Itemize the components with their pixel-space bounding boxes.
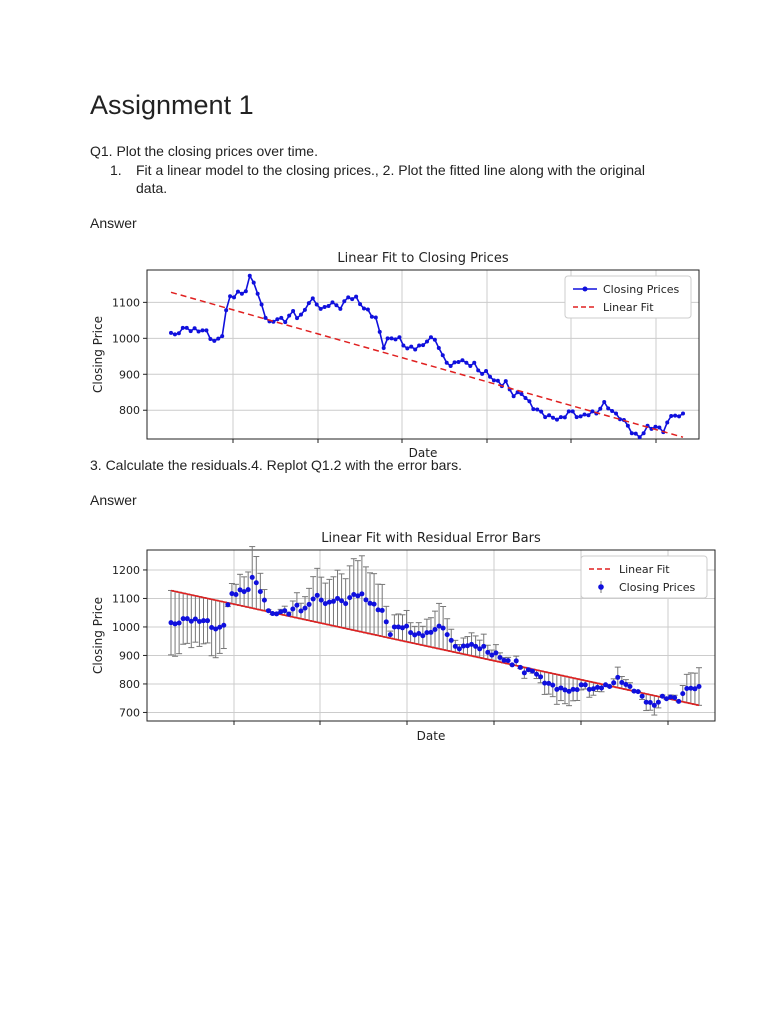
data-point [236,290,240,294]
question-1: Q1. Plot the closing prices over time. [90,143,318,159]
data-point [627,684,632,689]
data-point [291,309,295,313]
answer-label-2: Answer [90,492,137,508]
data-point [197,329,201,333]
data-point [497,655,502,660]
data-point [290,606,295,611]
data-point [437,346,441,350]
data-point [610,409,614,413]
data-point [530,669,535,674]
data-point [527,399,531,403]
data-point [205,618,210,623]
data-point [481,644,486,649]
y-axis-label: Closing Price [91,597,105,674]
data-point [212,339,216,343]
data-point [363,597,368,602]
data-point [421,343,425,347]
data-point [417,344,421,348]
legend-swatch-marker [598,584,604,590]
data-point [665,420,669,424]
data-point [201,328,205,332]
data-point [583,682,588,687]
data-point [346,295,350,299]
data-point [173,332,177,336]
data-point [642,431,646,435]
data-point [538,674,543,679]
data-point [208,337,212,341]
data-point [514,658,519,663]
data-point [386,336,390,340]
data-point [510,662,515,667]
data-point [425,340,429,344]
data-point [445,361,449,365]
data-point [480,372,484,376]
data-point [177,620,182,625]
data-point [583,413,587,417]
data-point [319,307,323,311]
data-point [676,699,681,704]
data-point [457,360,461,364]
linear-fit-chart [0,240,768,460]
data-point [390,336,394,340]
data-point [506,658,511,663]
data-point [258,589,263,594]
data-point [531,407,535,411]
data-point [602,400,606,404]
x-axis-label: Date [408,446,438,460]
data-point [393,337,397,341]
data-point [295,316,299,320]
data-point [384,619,389,624]
legend-swatch-marker [583,287,588,292]
data-point [449,638,454,643]
data-point [630,431,634,435]
data-point [638,435,642,439]
data-point [378,330,382,334]
data-point [220,334,224,338]
list-item-text: Fit a linear model to the closing prices., 2. Plot the fitted line along with the original data. [136,162,645,196]
data-point [429,335,433,339]
y-tick-label: 1200 [112,563,140,577]
data-point [579,414,583,418]
data-point [571,409,575,413]
data-point [397,335,401,339]
data-point [311,597,316,602]
data-point [401,344,405,348]
data-point [640,694,645,699]
data-point [656,700,661,705]
data-point [563,415,567,419]
y-axis-label: Closing Price [91,316,105,393]
data-point [343,601,348,606]
data-point [652,703,657,708]
data-point [657,425,661,429]
data-point [354,295,358,299]
data-point [586,413,590,417]
data-point [493,650,498,655]
data-point [599,685,604,690]
data-point [441,353,445,357]
data-point [404,624,409,629]
chart-title: Linear Fit to Closing Prices [337,251,509,266]
data-point [433,338,437,342]
data-point [224,308,228,312]
data-point [283,320,287,324]
data-point [181,326,185,330]
data-point [485,650,490,655]
data-point [248,274,252,278]
data-point [420,633,425,638]
data-point [472,361,476,365]
data-point [457,646,462,651]
y-tick-label: 800 [119,404,140,418]
data-point [615,675,620,680]
data-point [339,598,344,603]
data-point [358,302,362,306]
data-point [330,300,334,304]
chart-title: Linear Fit with Residual Error Bars [321,531,541,546]
data-point [413,347,417,351]
data-point [287,314,291,318]
data-point [522,670,527,675]
legend-label: Closing Prices [603,283,680,296]
data-point [634,432,638,436]
data-point [286,612,291,617]
legend-label: Linear Fit [603,301,654,314]
data-point [342,299,346,303]
data-point [216,337,220,341]
data-point [648,700,653,705]
data-point [262,598,267,603]
data-point [636,689,641,694]
data-point [264,316,268,320]
y-tick-label: 1000 [112,620,140,634]
data-point [256,292,260,296]
data-point [518,665,523,670]
data-point [334,303,338,307]
data-point [338,307,342,311]
data-point [409,345,413,349]
data-point [233,592,238,597]
data-point [523,396,527,400]
data-point [254,580,259,585]
data-point [260,303,264,307]
data-point [298,608,303,613]
data-point [555,418,559,422]
data-point [626,424,630,428]
y-tick-label: 1100 [112,592,140,606]
data-point [539,410,543,414]
data-point [169,331,173,335]
list-number: 1. [110,162,122,178]
data-point [607,684,612,689]
data-point [246,587,251,592]
data-point [315,303,319,307]
data-point [681,411,685,415]
data-point [428,630,433,635]
data-point [504,379,508,383]
data-point [380,608,385,613]
data-point [464,361,468,365]
data-point [476,368,480,372]
data-point [225,602,230,607]
data-point [488,375,492,379]
data-point [279,316,283,320]
data-point [193,326,197,330]
data-point [185,326,189,330]
data-point [299,313,303,317]
data-point [327,304,331,308]
data-point [547,413,551,417]
data-point [484,369,488,373]
x-axis-label: Date [416,729,446,743]
data-point [492,378,496,382]
data-point [673,414,677,418]
data-point [189,329,193,333]
data-point [697,684,702,689]
error-bar-chart [0,520,768,750]
data-point [575,415,579,419]
legend-label: Closing Prices [619,581,696,594]
data-point [359,591,364,596]
data-point [611,680,616,685]
data-point [405,346,409,350]
data-point [370,315,374,319]
data-point [319,598,324,603]
data-point [535,408,539,412]
data-point [559,415,563,419]
data-point [372,602,377,607]
data-point [315,593,320,598]
data-point [382,346,386,350]
y-tick-label: 1100 [112,296,140,310]
data-point [433,627,438,632]
data-point [362,306,366,310]
data-point [374,315,378,319]
data-point [496,379,500,383]
doc-title: Assignment 1 [90,90,254,120]
data-point [388,632,393,637]
data-point [350,297,354,301]
data-point [331,599,336,604]
data-point [550,683,555,688]
data-point [680,691,685,696]
data-point [567,409,571,413]
data-point [244,289,248,293]
data-point [460,358,464,362]
data-point [240,292,244,296]
y-tick-label: 1000 [112,332,140,346]
data-point [441,626,446,631]
data-point [347,595,352,600]
data-point [453,360,457,364]
data-point [221,623,226,628]
data-point [445,632,450,637]
data-point [575,687,580,692]
data-point [303,308,307,312]
y-tick-label: 800 [119,677,140,691]
y-tick-label: 900 [119,649,140,663]
data-point [543,415,547,419]
data-point [311,296,315,300]
data-point [590,409,594,413]
linear-fit-line [171,590,699,705]
data-point [323,305,327,309]
data-point [677,414,681,418]
data-point [366,308,370,312]
data-point [275,317,279,321]
answer-label-1: Answer [90,215,137,231]
data-point [307,602,312,607]
data-point [282,608,287,613]
data-point [449,364,453,368]
data-point [468,364,472,368]
legend-label: Linear Fit [619,563,670,576]
data-point [669,414,673,418]
data-point [250,575,255,580]
data-point [232,295,236,299]
data-point [204,328,208,332]
data-point [672,695,677,700]
data-point [551,416,555,420]
data-point [307,301,311,305]
y-tick-label: 900 [119,368,140,382]
data-point [177,331,181,335]
question-3: 3. Calculate the residuals.4. Replot Q1.2 with the error bars. [90,457,462,473]
data-point [606,406,610,410]
data-point [598,407,602,411]
data-point [303,606,308,611]
data-point [266,608,271,613]
data-point [294,603,299,608]
y-tick-label: 700 [119,706,140,720]
data-point [252,281,256,285]
data-point [653,425,657,429]
data-point [228,294,232,298]
data-point [512,394,516,398]
data-point [614,411,618,415]
